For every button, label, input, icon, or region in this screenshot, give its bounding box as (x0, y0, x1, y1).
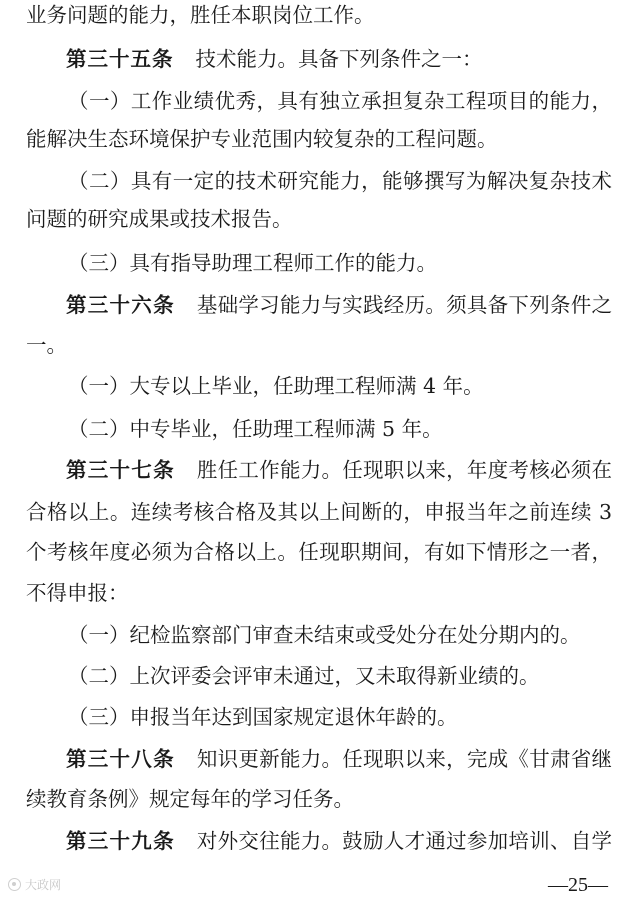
line-text: （二）具有一定的技术研究能力，能够撰写为解决复杂技术 (68, 169, 612, 193)
paragraph-line (0, 371, 626, 401)
line-text: （二）上次评委会评审未通过，又未取得新业绩的。 (68, 664, 540, 688)
line-text: 业务问题的能力，胜任本职岗位工作。 (26, 3, 375, 27)
line-text: 基础学习能力与实践经历。须具备下列条件之 (196, 293, 613, 317)
paragraph-line (0, 166, 626, 196)
line-text: （二）中专毕业，任助理工程师满 5 年。 (68, 417, 443, 441)
line-text: 胜任工作能力。任现职以来，年度考核必须在 (196, 458, 613, 482)
line-text: （一）工作业绩优秀，具有独立承担复杂工程项目的能力， (68, 89, 612, 113)
line-text: 个考核年度必须为合格以上。任现职期间，有如下情形之一者， (26, 540, 612, 564)
line-text: （三）具有指导助理工程师工作的能力。 (68, 251, 437, 275)
watermark (8, 876, 61, 893)
line-text: （一）纪检监察部门审查未结束或受处分在处分期内的。 (68, 623, 581, 647)
article-line (0, 826, 626, 856)
line-text: 问题的研究成果或技术报告。 (26, 207, 293, 231)
page-number: —25— (548, 874, 608, 896)
line-text: 一。 (26, 333, 67, 357)
article-number: 第三十八条 (66, 747, 175, 771)
paragraph-line (0, 620, 626, 650)
paragraph-line (0, 661, 626, 691)
article-number: 第三十六条 (66, 293, 175, 317)
line-text: （三）申报当年达到国家规定退休年龄的。 (68, 705, 458, 729)
line-text: 知识更新能力。任现职以来，完成《甘肃省继 (196, 747, 613, 771)
line-text: 对外交往能力。鼓励人才通过参加培训、自学 (196, 829, 613, 853)
watermark-text: 大政网 (25, 878, 62, 892)
article-number: 第三十五条 (66, 47, 174, 71)
line-text: 合格以上。连续考核合格及其以上间断的，申报当年之前连续 3 (26, 500, 612, 524)
paragraph-line (0, 124, 626, 154)
paragraph-line (0, 578, 626, 608)
paragraph-line (0, 497, 626, 527)
paragraph-line (0, 702, 626, 732)
line-text: 技术能力。具备下列条件之一： (195, 47, 483, 71)
watermark-logo-icon (8, 878, 21, 891)
article-line (0, 455, 626, 485)
line-text: 能解决生态环境保护专业范围内较复杂的工程问题。 (26, 127, 498, 151)
article-number: 第三十七条 (66, 458, 175, 482)
line-text: 续教育条例》规定每年的学习任务。 (26, 787, 354, 811)
line-text: 不得申报： (26, 581, 129, 605)
paragraph-line (0, 537, 626, 567)
article-line (0, 744, 626, 774)
paragraph-line (0, 204, 626, 234)
line-text: （一）大专以上毕业，任助理工程师满 4 年。 (68, 374, 484, 398)
article-number: 第三十九条 (66, 829, 175, 853)
article-line (0, 44, 626, 74)
paragraph-line (0, 248, 626, 278)
paragraph-line (0, 86, 626, 116)
article-line (0, 290, 626, 320)
paragraph-line (0, 330, 626, 360)
paragraph-line (0, 784, 626, 814)
paragraph-line (0, 414, 626, 444)
paragraph-line (0, 0, 626, 30)
